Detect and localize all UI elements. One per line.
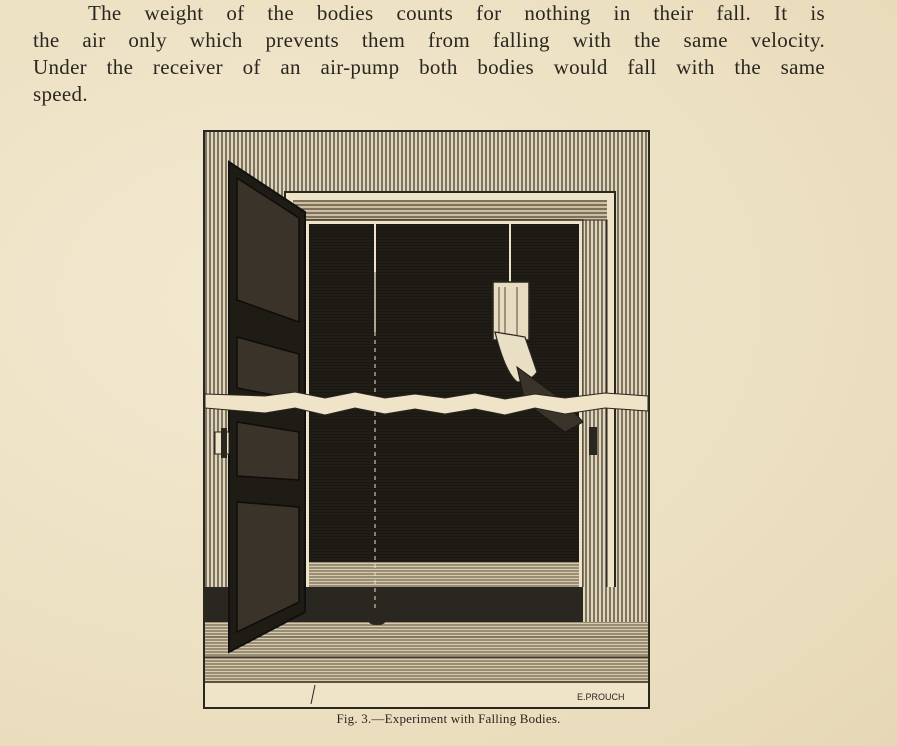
- falling-bodies-engraving: [203, 130, 650, 709]
- engraver-signature: E.PROUCH: [577, 692, 625, 702]
- figure-caption: Fig. 3.—Experiment with Falling Bodies.: [336, 711, 561, 726]
- paragraph-line: The weight of the bodies counts for nothing in their fall. It is: [88, 1, 825, 25]
- paragraph-line: Under the receiver of an air-pump both bodies would fall with the same: [33, 55, 825, 79]
- paragraph-line: speed.: [33, 82, 88, 106]
- paragraph-line: the air only which prevents them from falling with the same velocity.: [33, 28, 825, 52]
- engraving-illustration: [205, 132, 648, 707]
- body-paragraph: [33, 0, 825, 108]
